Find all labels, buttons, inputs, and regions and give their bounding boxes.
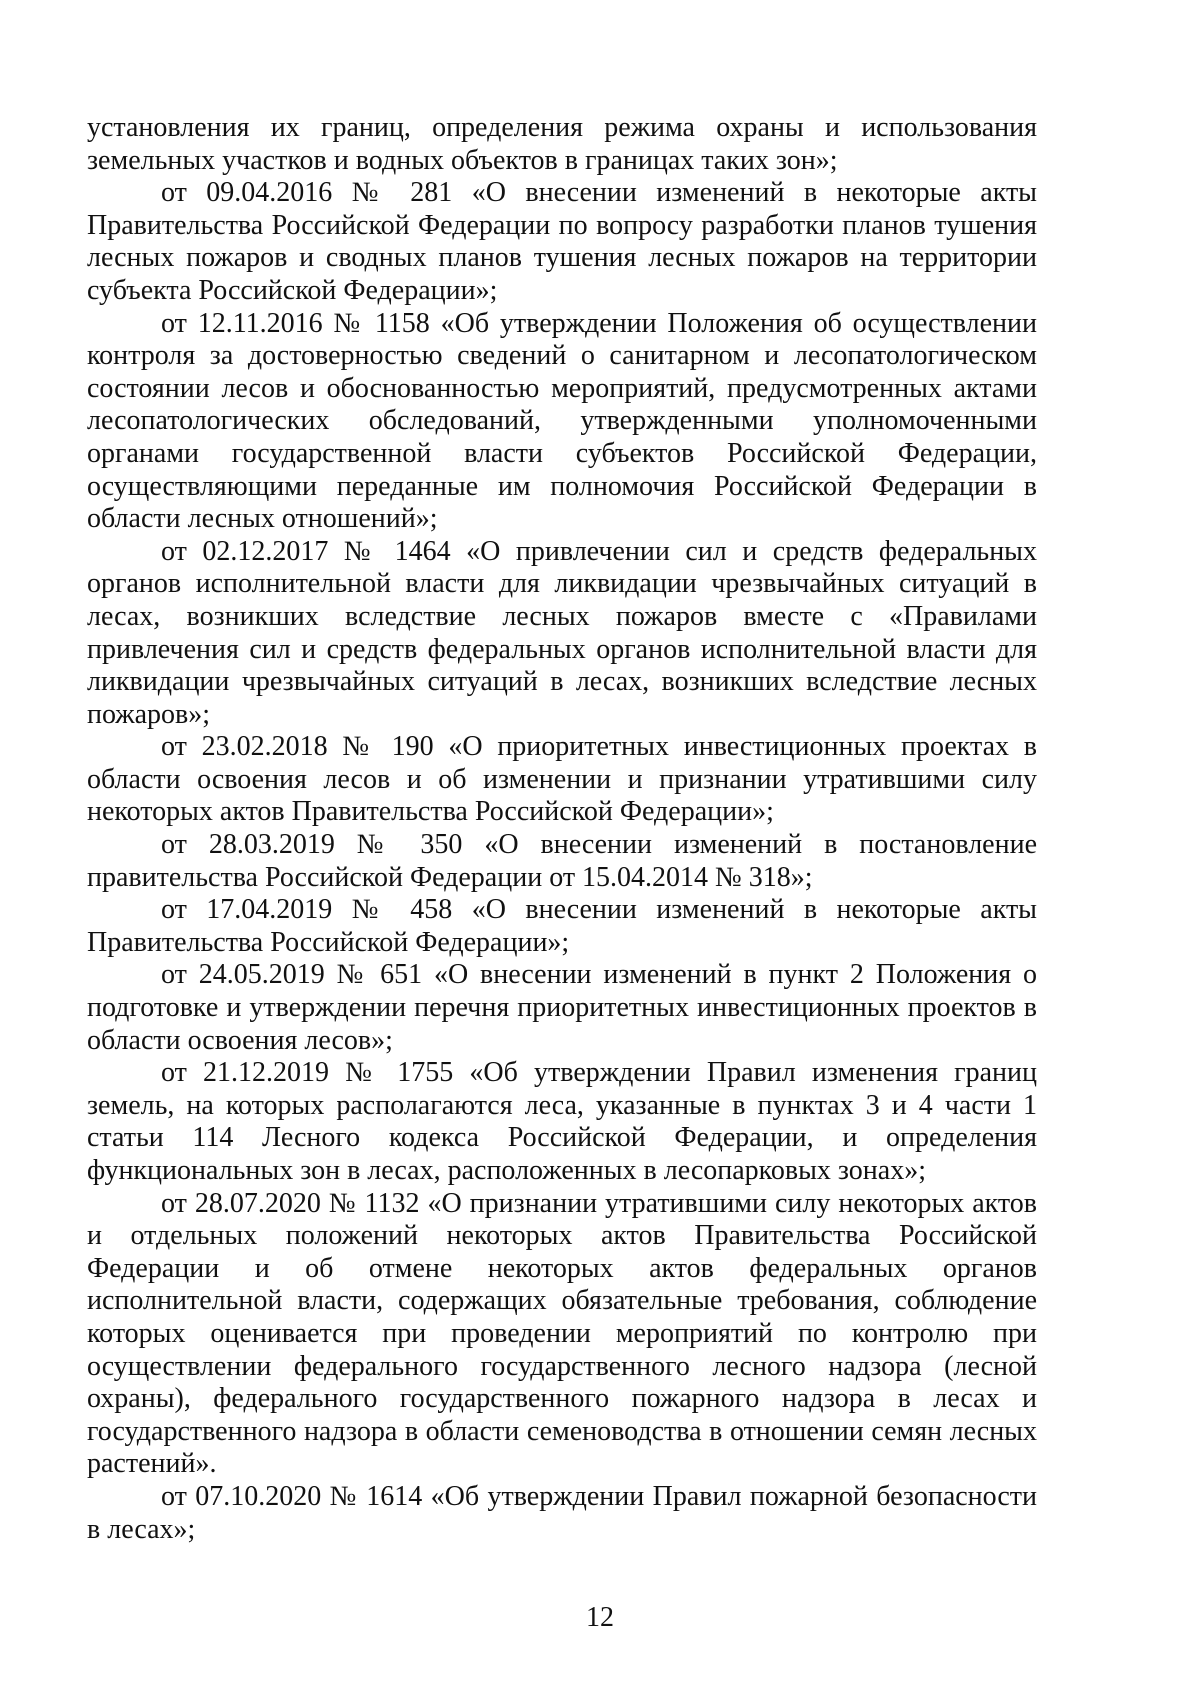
paragraph-continuation: установления их границ, определения режима охраны и использования земельных участков и водных объектов в границах таких зон»;	[87, 112, 1037, 176]
document-body	[87, 112, 1037, 1546]
paragraph-decree-1755: от 21.12.2019 № 1755 «Об утверждении Правил изменения границ земель, на которых располагаются леса, указанные в пунктах 3 и 4 части 1 статьи 114 Лесного кодекса Российской Федерации, и определения функциональных зон в лесах, расположенных в лесопарковых зонах»;	[87, 1057, 1037, 1186]
paragraph-decree-1158: от 12.11.2016 № 1158 «Об утверждении Положения об осуществлении контроля за достоверностью сведений о санитарном и лесопатологическом состоянии лесов и обоснованностью мероприятий, предусмотренных актами лесопатологических обследований, утвержденными уполномоченными органами государственной власти субъектов Российской Федерации, осуществляющими переданные им полномочия Российской Федерации в области лесных отношений»;	[87, 307, 1037, 535]
paragraph-decree-1132: от 28.07.2020 № 1132 «О признании утратившими силу некоторых актов и отдельных положений некоторых актов Правительства Российской Федерации и об отмене некоторых актов федеральных органов исполнительной власти, содержащих обязательные требования, соблюдение которых оценивается при проведении мероприятий по контролю при осуществлении федерального государственного лесного надзора (лесной охраны), федерального государственного пожарного надзора в лесах и государственного надзора в области семеноводства в отношении семян лесных растений».	[87, 1187, 1037, 1480]
paragraph-decree-350: от 28.03.2019 № 350 «О внесении изменений в постановление правительства Российской Федерации от 15.04.2014 № 318»;	[87, 829, 1037, 893]
paragraph-decree-281: от 09.04.2016 № 281 «О внесении изменений в некоторые акты Правительства Российской Федерации по вопросу разработки планов тушения лесных пожаров и сводных планов тушения лесных пожаров на территории субъекта Российской Федерации»;	[87, 177, 1037, 306]
paragraph-decree-1464: от 02.12.2017 № 1464 «О привлечении сил и средств федеральных органов исполнительной власти для ликвидации чрезвычайных ситуаций в лесах, возникших вследствие лесных пожаров вместе с «Правилами привлечения сил и средств федеральных органов исполнительной власти для ликвидации чрезвычайных ситуаций в лесах, возникших вследствие лесных пожаров»;	[87, 535, 1037, 730]
paragraph-decree-651: от 24.05.2019 № 651 «О внесении изменений в пункт 2 Положения о подготовке и утверждении перечня приоритетных инвестиционных проектов в области освоения лесов»;	[87, 959, 1037, 1056]
page-number: 12	[586, 1602, 614, 1633]
paragraph-decree-1614: от 07.10.2020 № 1614 «Об утверждении Правил пожарной безопасности в лесах»;	[87, 1480, 1037, 1545]
paragraph-decree-190: от 23.02.2018 № 190 «О приоритетных инвестиционных проектах в области освоения лесов и об изменении и признании утратившими силу некоторых актов Правительства Российской Федерации»;	[87, 731, 1037, 828]
paragraph-decree-458: от 17.04.2019 № 458 «О внесении изменений в некоторые акты Правительства Российской Федерации»;	[87, 894, 1037, 958]
